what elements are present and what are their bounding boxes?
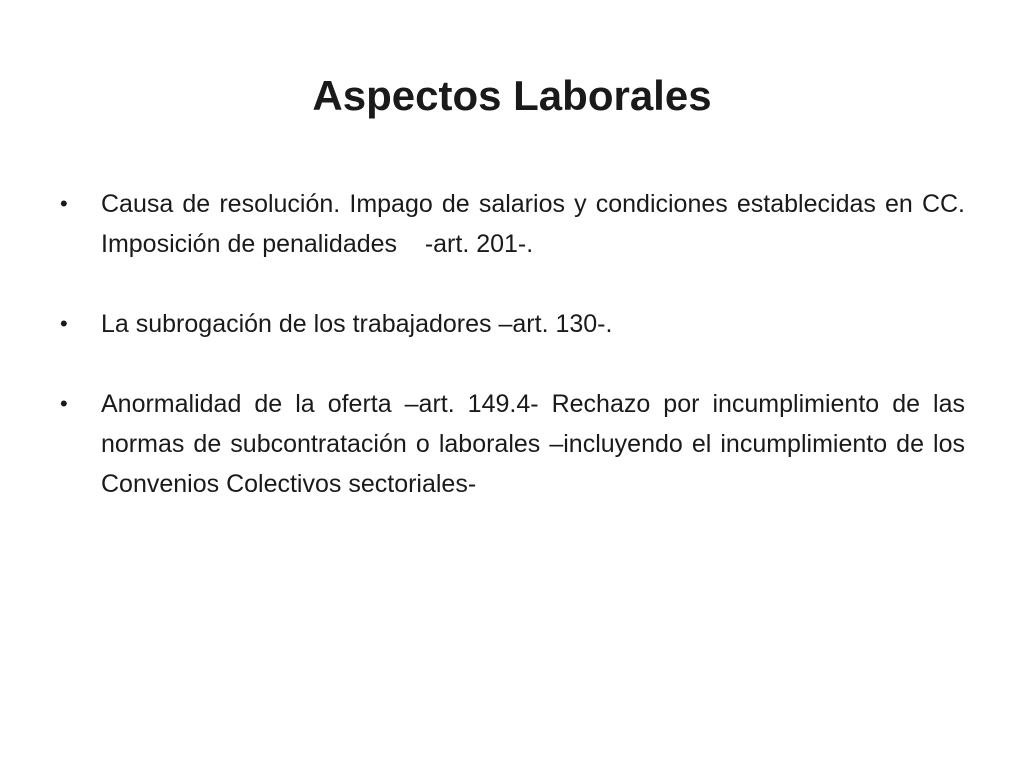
bullet-dot-icon: • <box>60 391 68 416</box>
bullet-item <box>60 184 972 264</box>
bullet-text: Causa de resolución. Impago de salarios y condiciones establecidas en CC. Imposición de penalidades -art. 201-. <box>101 190 972 258</box>
bullet-item <box>60 304 965 344</box>
slide-title: Aspectos Laborales <box>312 72 712 119</box>
bullet-list <box>60 184 972 544</box>
bullet-item <box>60 384 965 504</box>
bullet-dot-icon: • <box>60 191 68 216</box>
bullet-dot-icon: • <box>60 311 68 336</box>
bullet-text: La subrogación de los trabajadores –art. 130-. <box>101 310 613 338</box>
bullet-text: Anormalidad de la oferta –art. 149.4- Rechazo por incumplimiento de las normas de subcontratación o laborales –incluyendo el incumplimiento de los Convenios Colectivos sectoriales- <box>101 390 965 498</box>
